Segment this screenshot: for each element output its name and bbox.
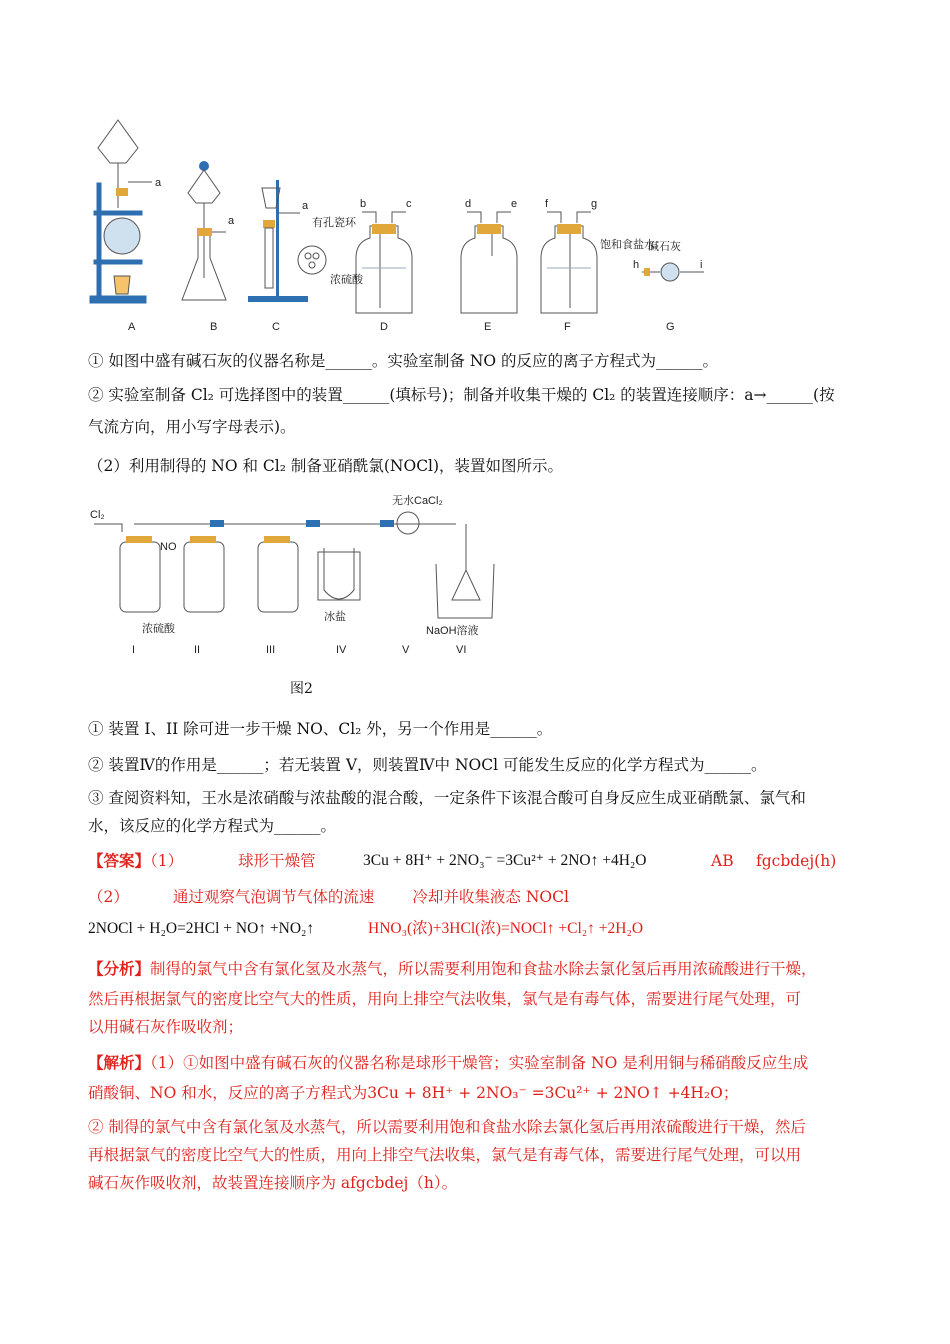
solution-line-3: ② 制得的氯气中含有氯化氢及水蒸气，所以需要利用饱和食盐水除去氯化氢后再用浓硫酸进行干燥，然后 [88,1118,806,1136]
question-2-3b: 水，该反应的化学方程式为______。 [88,817,337,835]
answer-line-2 [88,886,878,908]
port-e: e [511,198,518,210]
fig2-roman-5: V [402,644,410,656]
analysis-tag: 【分析】 [88,959,151,978]
question-2-2: ② 装置Ⅳ的作用是______；若无装置 V，则装置Ⅳ中 NOCl 可能发生反应的化学方程式为______。 [88,756,767,774]
label-b: B [210,321,218,333]
apparatus-a [90,120,152,303]
fig2-roman-4: IV [336,644,347,656]
fig2-naoh: NaOH溶液 [426,625,479,637]
question-1-1: ① 如图中盛有碱石灰的仪器名称是______。实验室制备 NO 的反应的离子方程式为______。 [88,352,719,370]
port-g: g [591,198,598,210]
answer-ab: AB [711,852,734,870]
fig2-roman-1: I [132,644,136,656]
apparatus-f [541,212,597,313]
port-d: d [465,198,472,210]
label-soda-lime: 碱石灰 [648,241,681,253]
label-a: A [128,321,136,333]
solution-text-1: （1）①如图中盛有碱石灰的仪器名称是球形干燥管；实验室制备 NO 是利用铜与稀硝酸反应生成 [150,1054,809,1072]
port-b: b [360,198,367,210]
question-2-3a: ③ 查阅资料知，王水是浓硝酸与浓盐酸的混合酸，一定条件下该混合酸可自身反应生成亚硝酰氯、氯气和 [88,789,806,807]
port-f: f [545,198,549,210]
fig2-cl2: Cl₂ [90,509,105,521]
apparatus-b [182,161,226,300]
label-e: E [484,321,492,333]
analysis-line-2: 然后再根据氯气的密度比空气大的性质，用向上排空气法收集，氯气是有毒气体，需要进行尾气处理，可 [88,990,802,1008]
fig2-cacl2: 无水CaCl₂ [392,495,443,507]
fig2-roman-2: II [194,644,201,656]
fig2-ice-salt: 冰盐 [324,611,346,623]
port-a-3: a [302,200,309,212]
answer-tag: 【答案】 [88,851,151,870]
label-porous-ring: 有孔瓷环 [312,217,356,229]
figure-2-caption: 图2 [290,681,313,697]
question-2-intro: （2）利用制得的 NO 和 Cl₂ 制备亚硝酰氯(NOCl)，装置如图所示。 [88,457,564,475]
label-c: C [272,321,280,333]
answer-equation-2: 2NOCl + H₂O=2HCl + NO↑ +NO₂↑ [88,920,315,937]
solution-line-5: 碱石灰作吸收剂，故装置连接顺序为 afgcbdej（h）。 [88,1174,458,1192]
fig2-roman-3: III [266,644,276,656]
answer-flow-rate: 通过观察气泡调节气体的流速 [172,888,375,906]
answer-drying-tube: 球形干燥管 [238,852,316,870]
apparatus-e [461,212,517,313]
answer-equation-1: 3Cu + 8H⁺ + 2NO₃⁻ =3Cu²⁺ + 2NO↑ +4H₂O [363,852,647,869]
analysis-line-3: 以用碱石灰作吸收剂； [88,1018,244,1036]
answer-part-2: （2） [88,888,129,906]
analysis-line-1 [88,958,878,980]
solution-line-4: 再根据氯气的密度比空气大的性质，用向上排空气法收集，氯气是有毒气体，需要进行尾气处理，可以用 [88,1146,802,1164]
label-d: D [380,321,388,333]
answer-part-1: （1） [150,852,184,870]
question-1-2a: ② 实验室制备 Cl₂ 可选择图中的装置______(填标号)；制备并收集干燥的 Cl₂ 的装置连接顺序：a→______(按 [88,386,835,404]
port-a-2: a [228,215,235,227]
label-f: F [564,321,571,333]
answer-order: fgcbdej(h) [756,852,837,870]
label-sat-nacl: 饱和食盐水 [600,239,655,251]
label-conc-h2so4: 浓硫酸 [330,274,363,286]
question-1-2b: 气流方向，用小写字母表示)。 [88,418,296,436]
analysis-text-1: 制得的氯气中含有氯化氢及水蒸气，所以需要利用饱和食盐水除去氯化氢后再用浓硫酸进行干燥， [150,960,817,978]
apparatus-c [248,180,326,302]
port-c: c [406,198,412,210]
answer-cool-collect: 冷却并收集液态 NOCl [412,888,569,906]
apparatus-g [642,263,704,281]
answer-equation-3: HNO₃(浓)+3HCl(浓)=NOCl↑ +Cl₂↑ +2H₂O [368,920,644,937]
port-h: h [633,259,640,271]
port-i: i [700,259,703,271]
fig2-roman-6: VI [456,644,467,656]
fig2-conc-h2so4: 浓硫酸 [142,623,175,635]
solution-line-2: 硝酸铜、NO 和水，反应的离子方程式为3Cu + 8H⁺ + 2NO₃⁻ =3Cu²⁺ + 2NO↑ +4H₂O； [88,1084,739,1102]
question-2-1: ① 装置 I、II 除可进一步干燥 NO、Cl₂ 外，另一个作用是______。 [88,720,553,738]
fig2-no: NO [160,541,177,553]
port-a-1: a [155,177,162,189]
apparatus-d [356,212,412,313]
apparatus-figure-2 [86,490,526,660]
label-g: G [666,321,675,333]
solution-line-1 [88,1052,878,1074]
apparatus-figure-1 [80,108,720,340]
solution-tag: 【解析】 [88,1053,151,1072]
